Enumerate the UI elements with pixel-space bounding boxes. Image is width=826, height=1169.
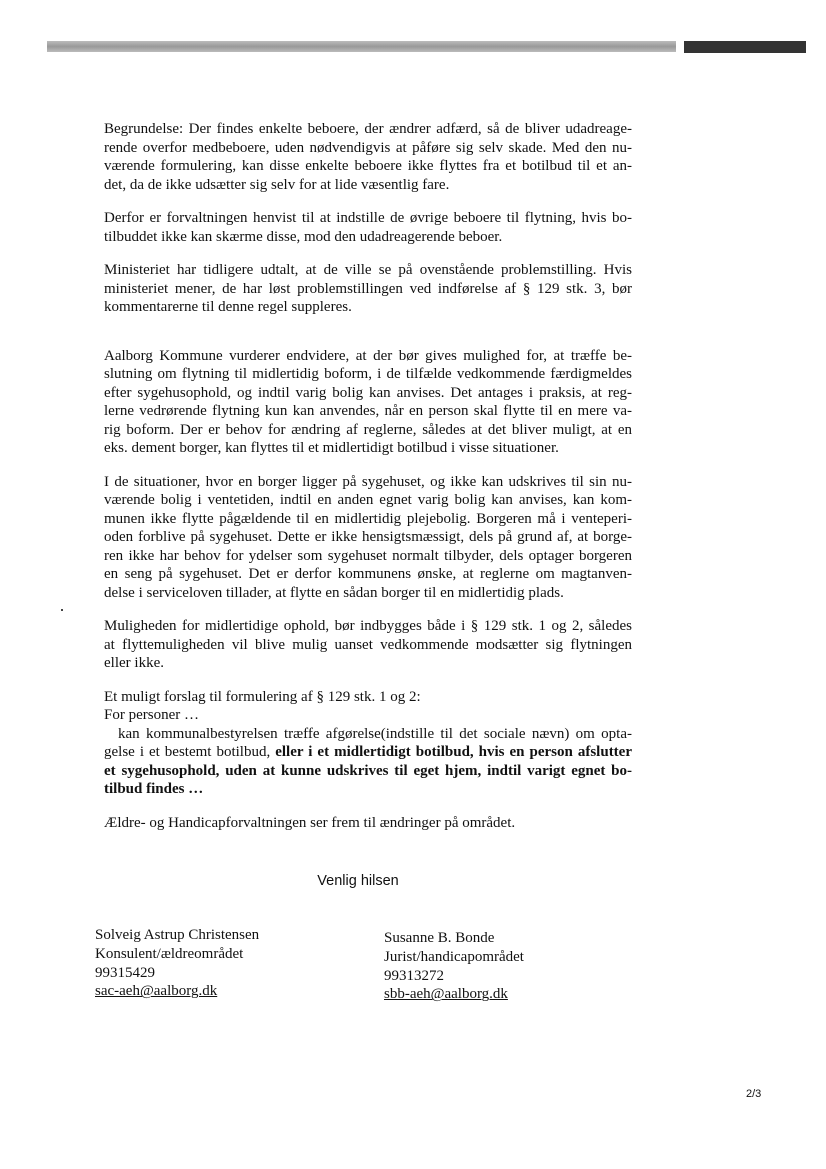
text: at flyttemuligheden vil blive mulig uanset vedkommende modsætter sig flytningen <box>104 636 632 653</box>
text: rende overfor medbeboere, uden nødvendigvis at påføre sig selv skade. Med den nu- <box>104 139 632 156</box>
text-line <box>104 510 632 529</box>
text-line <box>104 780 632 799</box>
letter-body <box>104 120 632 847</box>
text-line <box>104 654 632 673</box>
text: gelse i et bestemt botilbud, <box>104 744 276 760</box>
text: kan kommunalbestyrelsen træffe afgørelse(indstille til det sociale nævn) om opta- <box>118 725 632 742</box>
text-line <box>104 706 632 725</box>
text: lerne vedrørende flytning kun kan anvendes, når en person skal flytte til en mere va- <box>104 403 632 419</box>
text: ministeriet mener, de har løst problemstillingen ved indførelse af § 129 stk. 3, bør <box>104 280 632 297</box>
text: ren ikke har behov for ydelser som sygehuset normalt tilbyder, dels optager borgeren <box>104 547 632 564</box>
signer-email-link[interactable]: sbb-aeh@aalborg.dk <box>384 986 508 1003</box>
bold-text: et sygehusophold, uden at kunne udskrives til eget hjem, indtil varigt egnet bo- <box>104 762 632 779</box>
signer-phone: 99315429 <box>95 964 155 981</box>
text: For personer … <box>104 707 199 723</box>
text: tilbuddet ikke kan skærme disse, mod den udadreagerende beboer. <box>104 228 503 245</box>
signer-email-link[interactable]: sac-aeh@aalborg.dk <box>95 983 218 1000</box>
text-line <box>104 120 632 139</box>
text-line <box>104 636 632 655</box>
text-line <box>104 565 632 584</box>
scan-speck <box>61 609 63 611</box>
text: Muligheden for midlertidige ophold, bør indbygges både i § 129 stk. 1 og 2, således <box>104 618 632 634</box>
text: oden forblive på sygehuset. Dette er ikke hensigtsmæssigt, dels på grund af, at borge- <box>104 529 632 545</box>
text-line <box>104 347 632 366</box>
text: Begrundelse: Der findes enkelte beboere, der ændrer adfærd, så de bliver udadreage- <box>104 121 632 137</box>
text-line <box>104 688 632 707</box>
paragraph <box>104 347 632 458</box>
text-line <box>104 743 632 762</box>
text: værende bolig i ventetiden, indtil en anden egnet varig bolig kan anvises, kan kom- <box>104 492 632 508</box>
text-line <box>104 725 632 744</box>
signer-title: Jurist/handicapområdet <box>384 948 524 965</box>
scan-header-bar-dark <box>684 41 806 53</box>
text-line <box>104 421 632 440</box>
text-line <box>104 176 632 195</box>
text-line <box>104 762 632 781</box>
text: efter sygehusophold, og indtil varig bolig kan anvises. Det antages i praksis, at reg- <box>104 384 632 401</box>
paragraph <box>104 261 632 317</box>
text-line <box>104 528 632 547</box>
text: rig boform. Der er behov for ændring af reglerne, således at det bliver muligt, at en <box>104 421 632 438</box>
paragraph <box>104 120 632 194</box>
text: eks. dement borger, kan flyttes til et midlertidigt botilbud i visse situationer. <box>104 440 559 456</box>
text-line <box>104 139 632 158</box>
text: en seng på sygehuset. Det er derfor kommunens ønske, at reglerne om magtanven- <box>104 566 632 582</box>
scan-header-bar <box>47 41 676 52</box>
text: delse i serviceloven tillader, at flytte en sådan borger til en midlertidig plads. <box>104 584 564 601</box>
text-line <box>104 491 632 510</box>
bold-text: eller i et midlertidigt botilbud, hvis en person afslutter <box>275 744 632 760</box>
text: Derfor er forvaltningen henvist til at indstille de øvrige beboere til flytning, hvis bo- <box>104 210 632 226</box>
text: slutning om flytning til midlertidig boform, i de tilfælde vedkommende færdigmeldes <box>104 366 632 382</box>
text-line <box>104 547 632 566</box>
text-line <box>104 157 632 176</box>
text: I de situationer, hvor en borger ligger på sygehuset, og ikke kan udskrives til sin nu- <box>104 473 632 490</box>
signer-name: Susanne B. Bonde <box>384 930 495 946</box>
text-line <box>104 439 632 458</box>
text-line <box>104 209 632 228</box>
text-line <box>104 384 632 403</box>
signature-block-right <box>384 929 524 1004</box>
paragraph <box>104 473 632 603</box>
paragraph <box>104 814 632 833</box>
text-line <box>104 228 632 247</box>
paragraph <box>104 617 632 673</box>
text: munen ikke flytte pågældende til en midlertidig plejebolig. Borgeren må i venteperi- <box>104 510 632 527</box>
text-line <box>104 298 632 317</box>
text-line <box>104 617 632 636</box>
signer-name: Solveig Astrup Christensen <box>95 927 260 943</box>
paragraph <box>104 688 632 799</box>
text: det, da de ikke udsætter sig selv for at lide væsentlig fare. <box>104 176 450 193</box>
signer-title: Konsulent/ældreområdet <box>95 945 244 962</box>
text: Aalborg Kommune vurderer endvidere, at der bør gives mulighed for, at træffe be- <box>104 347 632 364</box>
text: kommentarerne til denne regel suppleres. <box>104 299 352 315</box>
closing-greeting: Venlig hilsen <box>317 873 399 889</box>
text-line <box>104 814 632 833</box>
text-line <box>104 261 632 280</box>
text: Et muligt forslag til formulering af § 129 stk. 1 og 2: <box>104 688 421 705</box>
text: Ministeriet har tidligere udtalt, at de ville se på ovenstående problemstilling. Hvis <box>104 262 632 278</box>
text-line <box>104 280 632 299</box>
text: Ældre- og Handicapforvaltningen ser frem til ændringer på området. <box>104 814 516 831</box>
page-number: 2/3 <box>746 1088 762 1100</box>
signature-block-left <box>95 926 259 1001</box>
bold-text: tilbud findes … <box>104 781 204 797</box>
signer-phone: 99313272 <box>384 967 444 984</box>
paragraph <box>104 209 632 246</box>
text: eller ikke. <box>104 655 164 671</box>
text: værende formulering, kan disse enkelte beboere ikke flyttes fra et botilbud til et an- <box>104 158 632 174</box>
text-line <box>104 402 632 421</box>
text-line <box>104 584 632 603</box>
text-line <box>104 473 632 492</box>
text-line <box>104 365 632 384</box>
